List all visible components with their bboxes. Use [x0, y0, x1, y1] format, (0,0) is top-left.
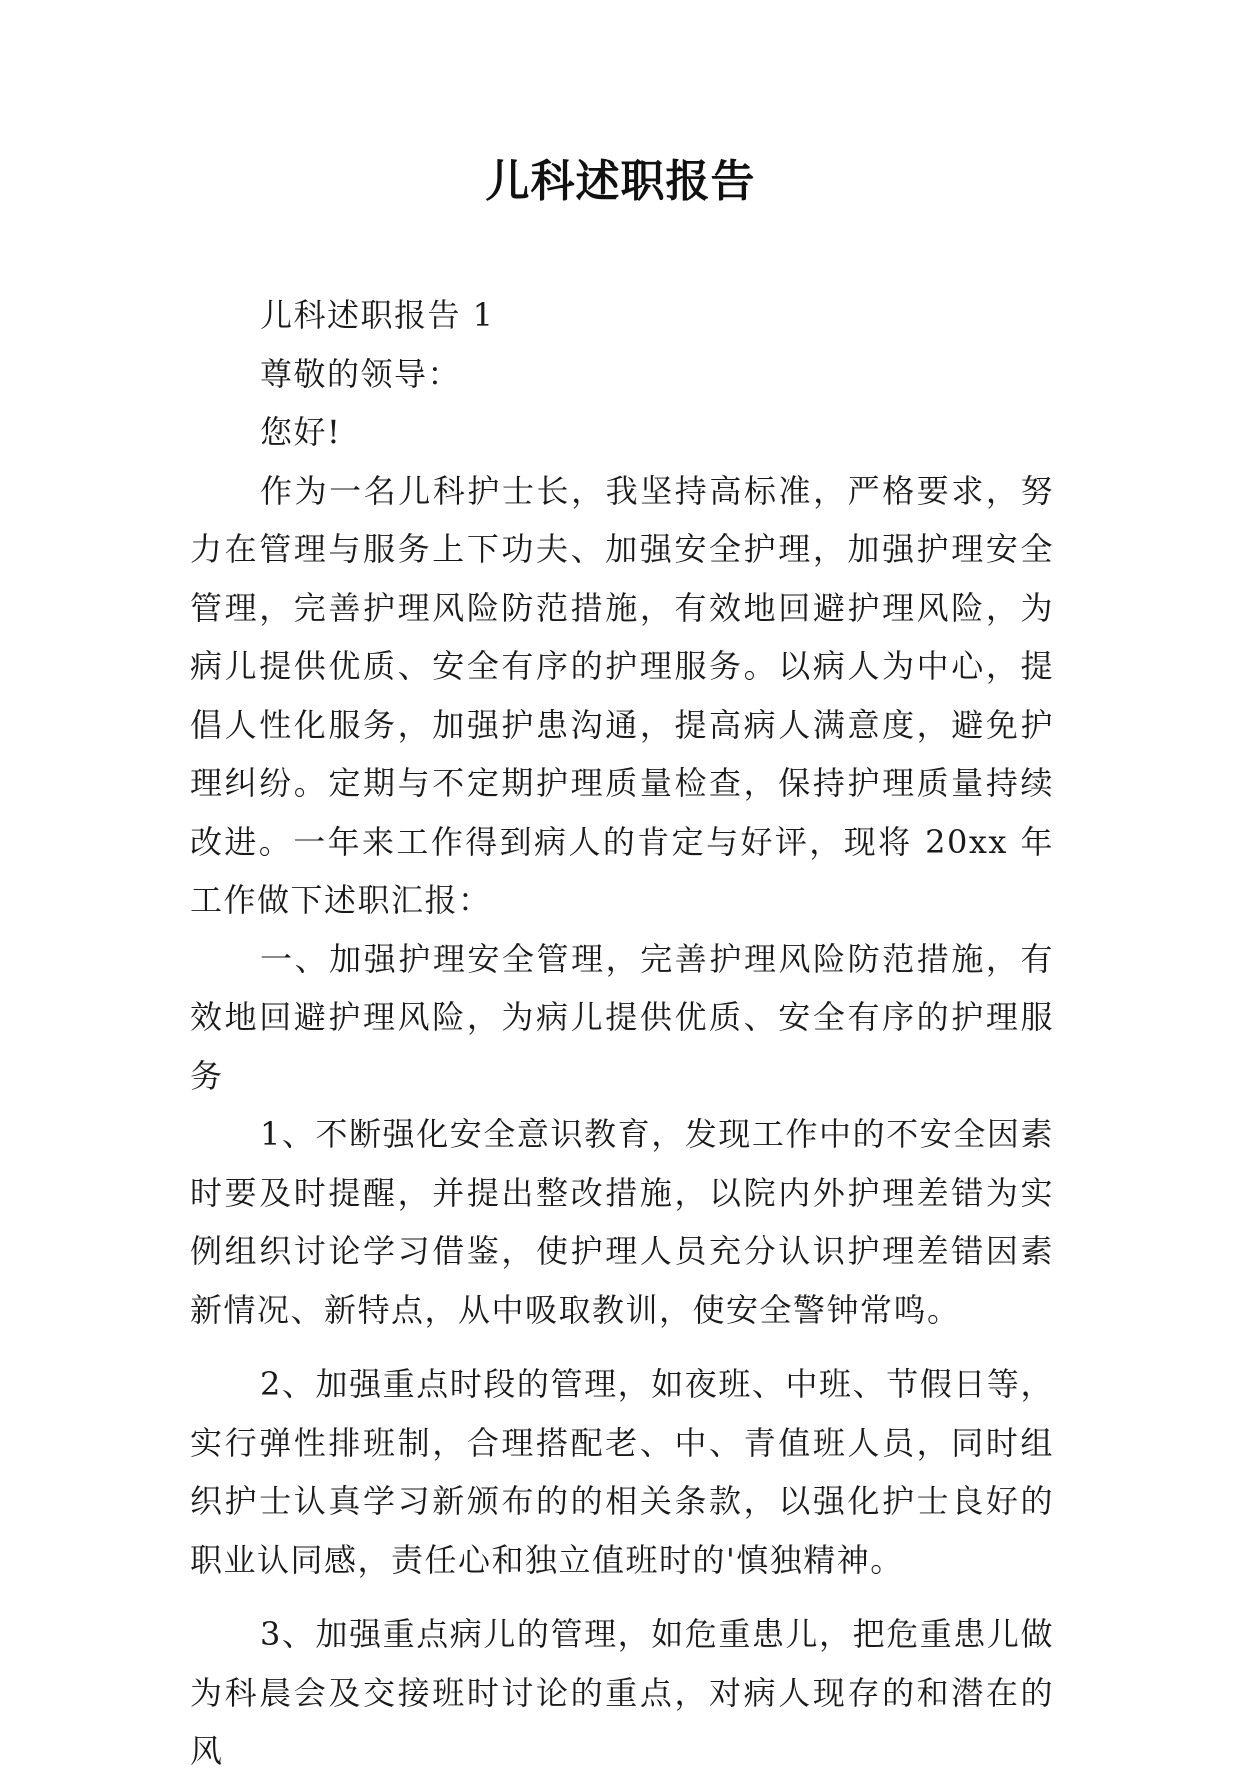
section-heading: 儿科述职报告 1	[260, 296, 495, 334]
greeting: 您好!	[260, 413, 342, 451]
document-title: 儿科述职报告	[485, 156, 756, 207]
salutation: 尊敬的领导：	[260, 354, 462, 393]
body-paragraph: 3、加强重点病儿的管理，如危重患儿，把危重患儿做为科晨会及交接班时讨论的重点，对病人现存的和潜在的风	[190, 1615, 1054, 1770]
document-body	[190, 286, 1054, 1781]
body-paragraph: 作为一名儿科护士长，我坚持高标准，严格要求，努力在管理与服务上下功夫、加强安全护理，加强护理安全管理，完善护理风险防范措施，有效地回避护理风险，为病儿提供优质、安全有序的护理服务。以病人为中心，提倡人性化服务，加强护患沟通，提高病人满意度，避免护理纠纷。定期与不定期护理质量检查，保持护理质量持续改进。一年来工作得到病人的肯定与好评，现将 20xx 年工作做下述职汇报：	[190, 471, 1054, 919]
body-paragraph: 1、不断强化安全意识教育，发现工作中的不安全因素时要及时提醒，并提出整改措施，以院内外护理差错为实例组织讨论学习借鉴，使护理人员充分认识护理差错因素新情况、新特点，从中吸取教训，使安全警钟常鸣。	[190, 1115, 1054, 1329]
body-paragraph: 一、加强护理安全管理，完善护理风险防范措施，有效地回避护理风险，为病儿提供优质、安全有序的护理服务	[190, 939, 1054, 1095]
body-paragraph: 2、加强重点时段的管理，如夜班、中班、节假日等，实行弹性排班制，合理搭配老、中、青值班人员，同时组织护士认真学习新颁布的的相关条款，以强化护士良好的职业认同感，责任心和独立值班时的'慎独精神。	[190, 1365, 1054, 1579]
